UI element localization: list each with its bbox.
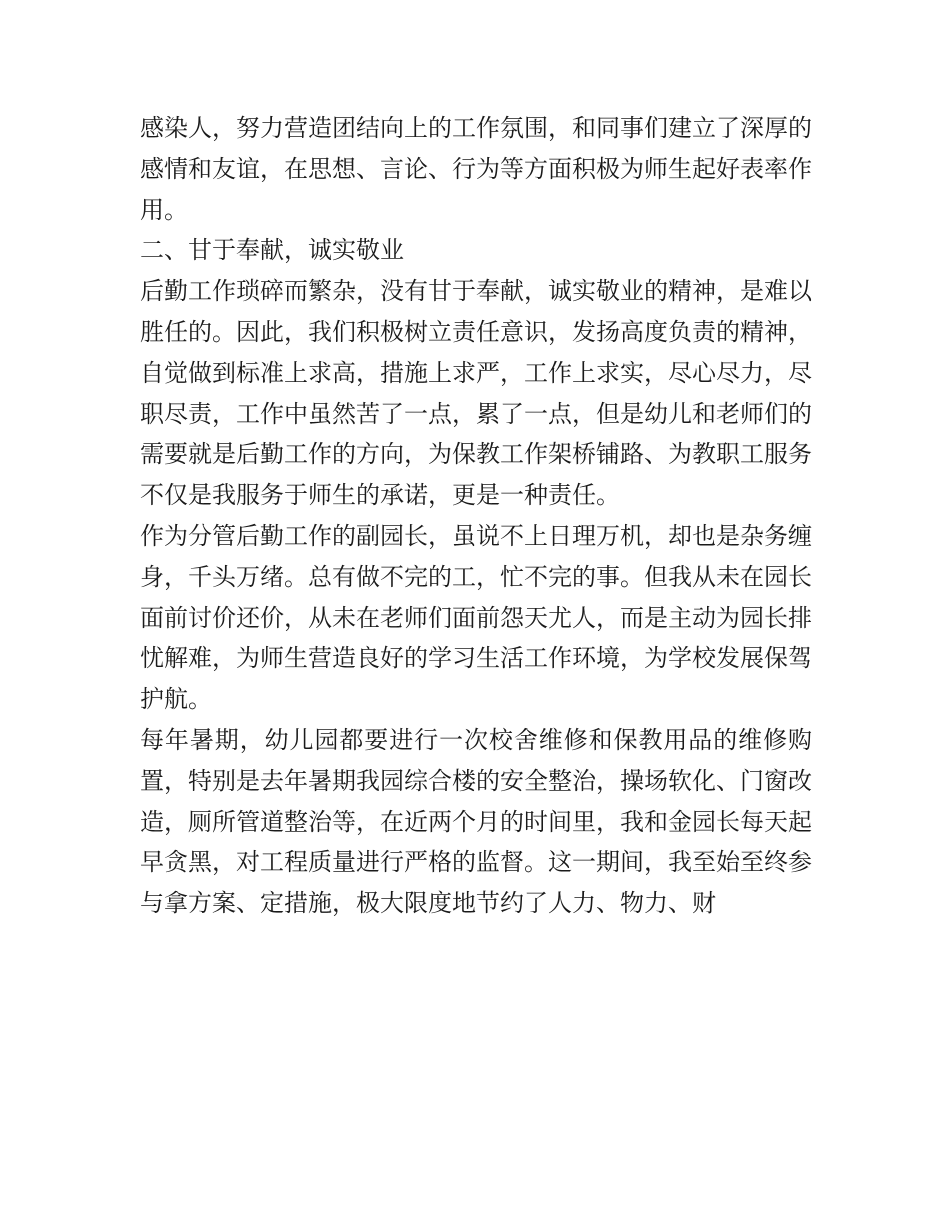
document-body [140,108,812,924]
paragraph-logistics-work: 后勤工作琐碎而繁杂，没有甘于奉献，诚实敬业的精神，是难以胜任的。因此，我们积极树立责任意识，发扬高度负责的精神，自觉做到标准上求高，措施上求严，工作上求实，尽心尽力，尽职尽责，工作中虽然苦了一点，累了一点，但是幼儿和老师们的需要就是后勤工作的方向，为保教工作架桥铺路、为教职工服务不仅是我服务于师生的承诺，更是一种责任。 [140,277,812,510]
paragraph-vice-principal-role: 作为分管后勤工作的副园长，虽说不上日理万机，却也是杂务缠身，千头万绪。总有做不完的工，忙不完的事。但我从未在园长面前讨价还价，从未在老师们面前怨天尤人，而是主动为园长排忧解难，为师生营造良好的学习生活工作环境，为学校发展保驾护航。 [140,521,812,714]
section-heading-dedication: 二、甘于奉献，诚实敬业 [140,236,404,265]
paragraph-summer-maintenance: 每年暑期，幼儿园都要进行一次校舍维修和保教用品的维修购置，特别是去年暑期我园综合楼的安全整治，操场软化、门窗改造，厕所管道整治等，在近两个月的时间里，我和金园长每天起早贪黑，对工程质量进行严格的监督。这一期间，我至始至终参与拿方案、定措施，极大限度地节约了人力、物力、财 [140,725,812,918]
paragraph-team-atmosphere: 感染人，努力营造团结向上的工作氛围，和同事们建立了深厚的感情和友谊，在思想、言论、行为等方面积极为师生起好表率作用。 [140,114,812,224]
